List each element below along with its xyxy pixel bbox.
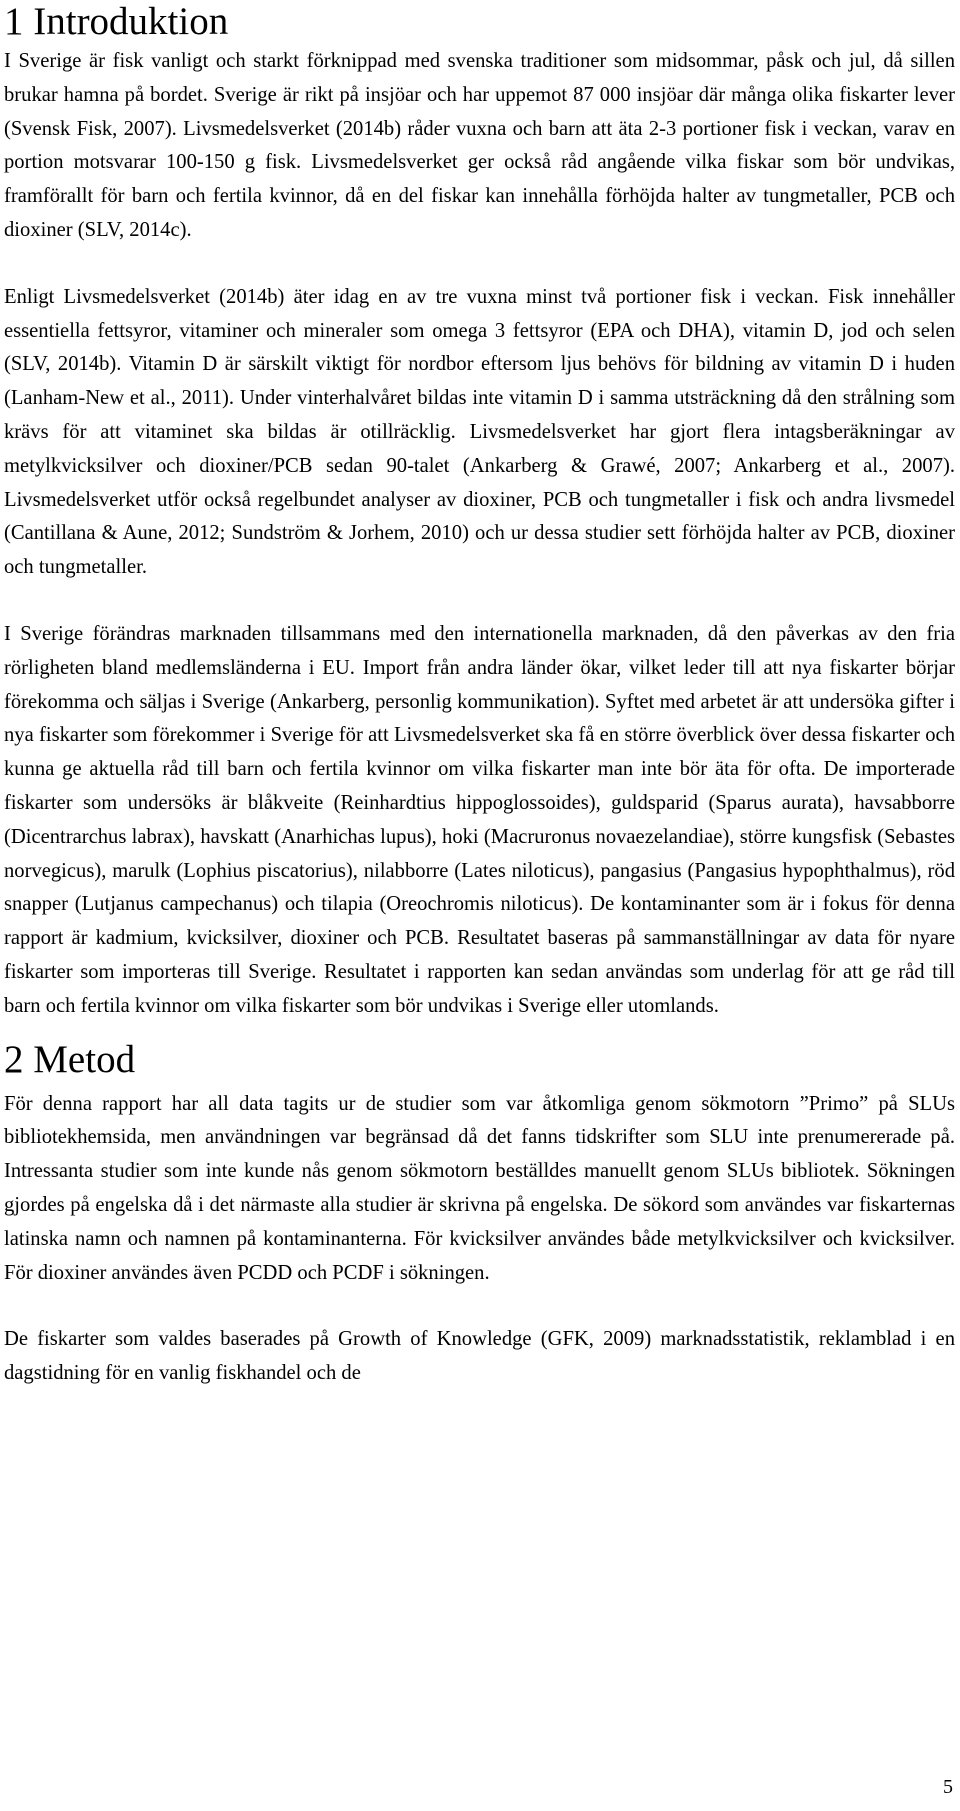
section-metod [4,1038,955,1391]
paragraph-metod-1: För denna rapport har all data tagits ur de studier som var åtkomliga genom sökmotorn ”Primo” på SLUs bibliotekhemsida, men användningen var begränsad då det fanns tidskrifter som SLU inte prenumererade på. Intressanta studier som inte kunde nås genom sökmotorn beställdes manuellt genom SLUs bibliotek. Sökningen gjordes på engelska då i det närmaste alla studier är skrivna på engelska. De sökord som användes var fiskarternas latinska namn och namnen på kontaminanterna. För kvicksilver användes både metylkvicksilver och kvicksilver. För dioxiner användes även PCDD och PCDF i sökningen. [4,1092,955,1284]
section-heading-metod: 2 Metod [4,1037,136,1081]
paragraph-intro-2: Enligt Livsmedelsverket (2014b) äter idag en av tre vuxna minst två portioner fisk i veckan. Fisk innehåller essentiella fettsyror, vitaminer och mineraler som omega 3 fettsyror (EPA och DHA), vitamin D, jod och selen (SLV, 2014b). Vitamin D är särskilt viktigt för nordbor eftersom ljus behövs för bildning av vitamin D i huden (Lanham-New et al., 2011). Under vinterhalvåret bildas inte vitamin D i samma utsträckning då den strålning som krävs för att vitaminet ska bildas är otillräcklig. Livsmedelsverket har gjort flera intagsberäkningar av metylkvicksilver och dioxiner/PCB sedan 90-talet (Ankarberg & Grawé, 2007; Ankarberg et al., 2007). Livsmedelsverket utför också regelbundet analyser av dioxiner, PCB och tungmetaller i fisk och andra livsmedel (Cantillana & Aune, 2012; Sundström & Jorhem, 2010) och ur dessa studier sett förhöjda halter av PCB, dioxiner och tungmetaller. [4,285,955,579]
paragraph-metod-2: De fiskarter som valdes baserades på Growth of Knowledge (GFK, 2009) marknadsstatistik, reklamblad i en dagstidning för en vanlig fiskhandel och de [4,1328,955,1385]
section-heading-introduktion: 1 Introduktion [4,0,229,43]
paragraph-intro-3: I Sverige förändras marknaden tillsammans med den internationella marknaden, då den påverkas av den fria rörligheten bland medlemsländerna i EU. Import från andra länder ökar, vilket leder till att nya fiskarter börjar förekomma och säljas i Sverige (Ankarberg, personlig kommunikation). Syftet med arbetet är att undersöka gifter i nya fiskarter som förekommer i Sverige för att Livsmedelsverket ska få en större överblick över dessa fiskarter och kunna ge aktuella råd till barn och fertila kvinnor om vilka fiskarter man inte bör äta för ofta. De importerade fiskarter som undersöks är blåkveite (Reinhardtius hippoglossoides), guldsparid (Sparus aurata), havsabborre (Dicentrarchus labrax), havskatt (Anarhichas lupus), hoki (Macruronus novaezelandiae), större kungsfisk (Sebastes norvegicus), marulk (Lophius piscatorius), nilabborre (Lates niloticus), pangasius (Pangasius hypophthalmus), röd snapper (Lutjanus campechanus) och tilapia (Oreochromis niloticus). De kontaminanter som är i fokus för denna rapport är kadmium, kvicksilver, dioxiner och PCB. Resultatet baseras på sammanställningar av data för nyare fiskarter som importeras till Sverige. Resultatet i rapporten kan sedan användas som underlag för att ge råd till barn och fertila kvinnor om vilka fiskarter som bör undvikas i Sverige eller utomlands. [4,622,955,1017]
page-body [4,0,955,1391]
section-introduktion [4,0,955,1024]
page-number: 5 [943,1776,953,1798]
paragraph-intro-1: I Sverige är fisk vanligt och starkt förknippad med svenska traditioner som midsommar, påsk och jul, då sillen brukar hamna på bordet. Sverige är rikt på insjöar och har uppemot 87 000 insjöar där många olika fiskarter lever (Svensk Fisk, 2007). Livsmedelsverket (2014b) råder vuxna och barn att äta 2-3 portioner fisk i veckan, varav en portion motsvarar 100-150 g fisk. Livsmedelsverket ger också råd angående vilka fiskar som bör undvikas, framförallt för barn och fertila kvinnor, då en del fiskar kan innehålla förhöjda halter av tungmetaller, PCB och dioxiner (SLV, 2014c). [4,50,955,241]
